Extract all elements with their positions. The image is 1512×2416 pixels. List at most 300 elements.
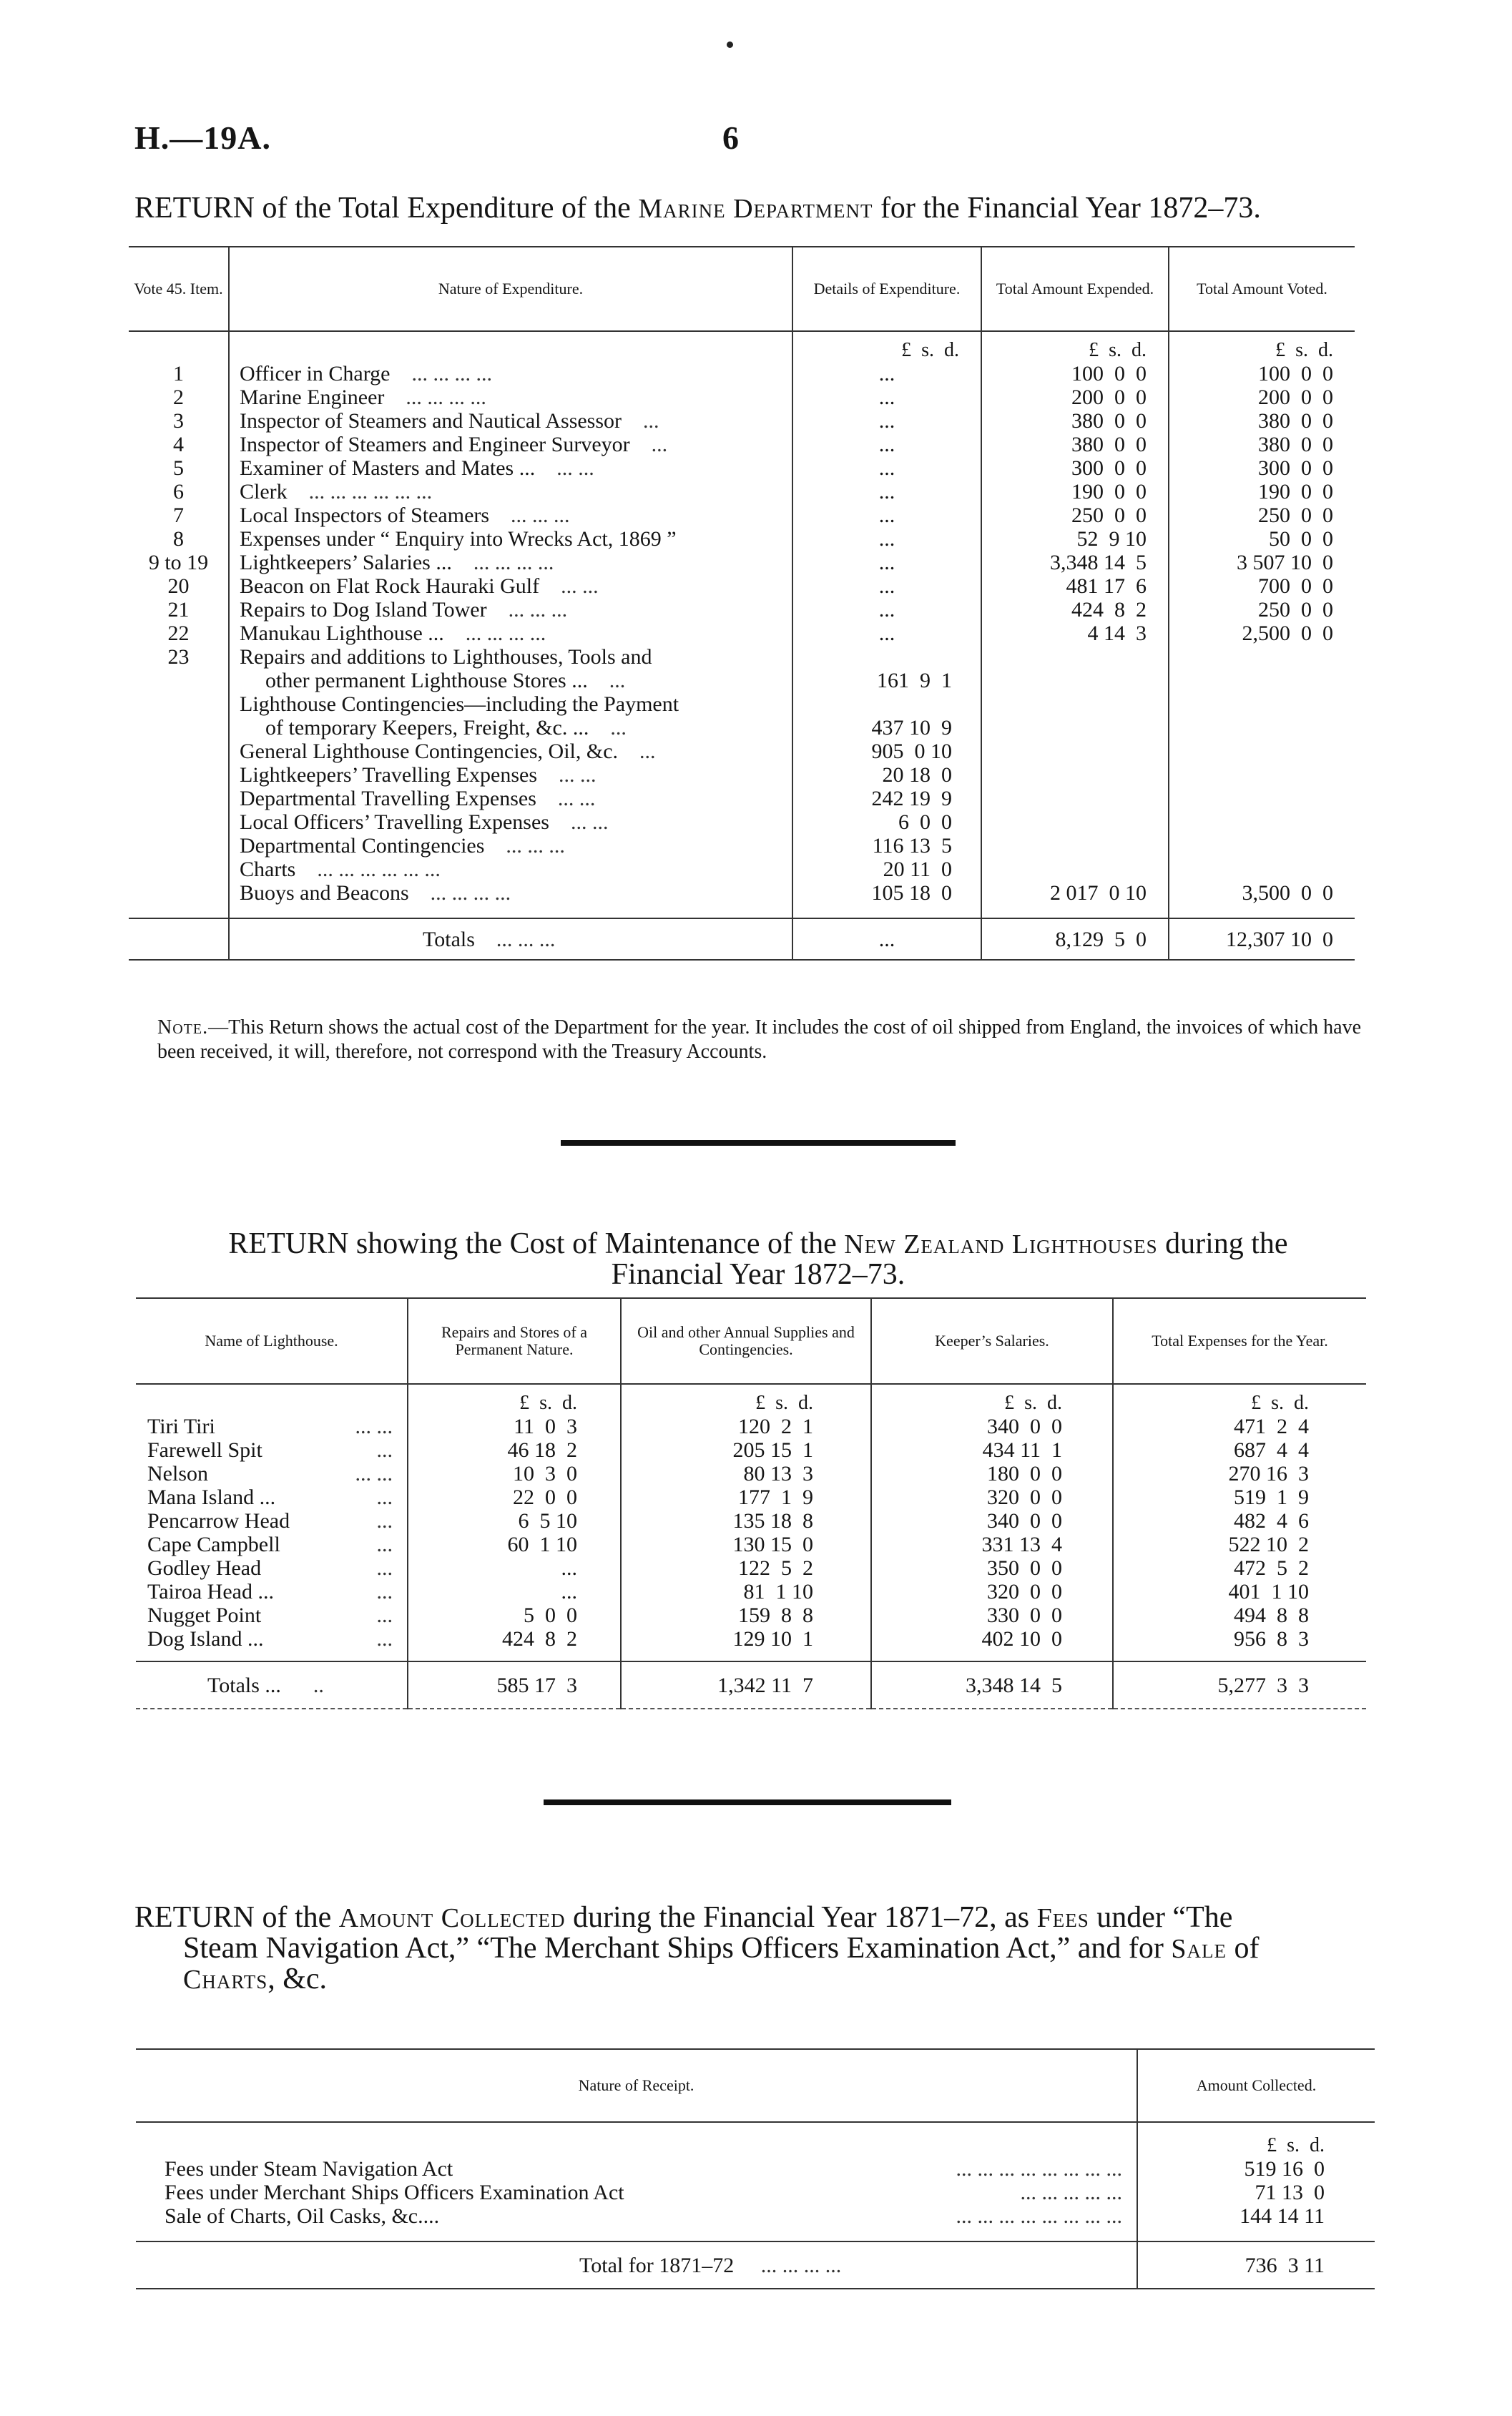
totals-label: Total for 1871–72 xyxy=(579,2253,735,2277)
details-value: 161 9 1 xyxy=(792,669,981,692)
totals-amount: 736 3 11 xyxy=(1137,2241,1375,2289)
total-value: 956 8 3 xyxy=(1113,1627,1366,1661)
table-row xyxy=(129,669,1355,692)
details-value: 6 0 0 xyxy=(792,810,981,834)
voted-value: 300 0 0 xyxy=(1169,456,1355,480)
oil-value: 122 5 2 xyxy=(621,1556,871,1580)
leader-dots: ... ... xyxy=(355,1415,393,1438)
table-row xyxy=(136,1580,1366,1604)
table-row xyxy=(129,810,1355,834)
table-row xyxy=(129,409,1355,433)
leader-dots: ... ... xyxy=(559,763,597,787)
amount-value: 519 16 0 xyxy=(1137,2157,1375,2181)
lighthouse-name: Mana Island ... xyxy=(147,1486,276,1509)
expended-value: 424 8 2 xyxy=(981,598,1169,622)
totals-label: Totals xyxy=(423,927,475,951)
nature-cell xyxy=(229,574,792,598)
voted-value: 250 0 0 xyxy=(1169,598,1355,622)
col-header-expended: Total Amount Expended. xyxy=(981,247,1169,331)
leader-dots: ... ... ... ... xyxy=(411,362,492,386)
leader-dots: ... ... ... xyxy=(508,598,568,622)
item-number: 20 xyxy=(167,574,190,598)
receipt-name: Sale of Charts, Oil Casks, &c.... xyxy=(165,2204,440,2228)
units-row xyxy=(136,2122,1375,2157)
nature-cell xyxy=(229,409,792,433)
table-row xyxy=(136,1627,1366,1661)
units-label: £ s. d. xyxy=(1137,2122,1375,2157)
expenditure-name: Charts xyxy=(240,858,296,881)
nature-cell xyxy=(229,669,792,692)
totals-row xyxy=(129,918,1355,960)
expended-value: 481 17 6 xyxy=(981,574,1169,598)
receipt-name: Fees under Steam Navigation Act xyxy=(165,2157,453,2181)
voted-value: 380 0 0 xyxy=(1169,409,1355,433)
expended-value xyxy=(981,645,1169,669)
expenditure-name: Departmental Travelling Expenses xyxy=(240,787,536,810)
salaries-value: 330 0 0 xyxy=(871,1604,1113,1627)
details-value: ... xyxy=(792,574,981,598)
col-header-amount: Amount Collected. xyxy=(1137,2049,1375,2122)
leader-dots: ... xyxy=(376,1438,393,1462)
item-number: 21 xyxy=(167,598,190,622)
table-row xyxy=(129,551,1355,574)
expenditure-name: Inspector of Steamers and Engineer Surveyor xyxy=(240,433,630,456)
leader-dots: ... ... ... ... xyxy=(465,622,546,645)
expenditure-name: Manukau Lighthouse ... xyxy=(240,622,444,645)
totals-repairs: 585 17 3 xyxy=(408,1661,621,1709)
item-number xyxy=(129,669,229,692)
expenditure-name: Marine Engineer xyxy=(240,386,385,409)
item-number: 3 xyxy=(173,409,184,433)
total-value: 401 1 10 xyxy=(1113,1580,1366,1604)
item-number: 1 xyxy=(173,362,184,386)
table2-header-row xyxy=(136,1298,1366,1384)
leader-dots: ... ... ... ... ... ... xyxy=(317,858,441,881)
voted-value: 200 0 0 xyxy=(1169,386,1355,409)
details-value: ... xyxy=(792,480,981,504)
expended-value xyxy=(981,692,1169,716)
col-header-repairs: Repairs and Stores of a Permanent Nature. xyxy=(408,1298,621,1384)
item-number: 7 xyxy=(173,504,184,527)
leader-dots: ... ... ... ... xyxy=(473,551,554,574)
expenditure-name: Lightkeepers’ Travelling Expenses xyxy=(240,763,538,787)
leader-dots: ... ... ... xyxy=(511,504,570,527)
item-number: 22 xyxy=(167,622,190,645)
table-row xyxy=(136,1604,1366,1627)
repairs-value: 10 3 0 xyxy=(408,1462,621,1486)
totals-total: 5,277 3 3 xyxy=(1113,1661,1366,1709)
units-label: £ s. d. xyxy=(408,1384,621,1415)
expended-value xyxy=(981,787,1169,810)
lighthouse-name: Nelson xyxy=(147,1462,208,1486)
expenditure-name: of temporary Keepers, Freight, &c. ... xyxy=(265,716,589,740)
col-header-item: Vote 45. Item. xyxy=(129,247,229,331)
leader-dots: ... ... ... ... ... ... ... ... xyxy=(956,2204,1122,2228)
details-value: ... xyxy=(792,456,981,480)
salaries-value: 340 0 0 xyxy=(871,1509,1113,1533)
expended-value: 3,348 14 5 xyxy=(981,551,1169,574)
nature-cell xyxy=(229,692,792,716)
units-label: £ s. d. xyxy=(1169,331,1355,362)
repairs-value: ... xyxy=(408,1556,621,1580)
col-header-lighthouse: Name of Lighthouse. xyxy=(136,1298,408,1384)
table3-title: RETURN of the Amount Collected during the Financial Year 1871–72, as Fees under “The Steam Navigation Act,” “The Merchant Ships Officers Examination Act,” and for Sale of Charts, &c. xyxy=(134,1901,1260,1995)
leader-dots: ... ... ... ... xyxy=(406,386,486,409)
table-row xyxy=(136,1415,1366,1438)
table-row xyxy=(136,1509,1366,1533)
table-row xyxy=(136,2204,1375,2241)
table2-title: RETURN showing the Cost of Maintenance of the New Zealand Lighthouses during the Financial Year 1872–73. xyxy=(228,1227,1288,1291)
expended-value: 200 0 0 xyxy=(981,386,1169,409)
table-row xyxy=(136,2157,1375,2181)
expenditure-table xyxy=(129,246,1355,961)
divider-rule xyxy=(561,1140,956,1146)
voted-value xyxy=(1169,692,1355,716)
lighthouse-cell xyxy=(136,1604,408,1627)
total-value: 471 2 4 xyxy=(1113,1415,1366,1438)
nature-cell xyxy=(229,881,792,918)
details-value: ... xyxy=(792,527,981,551)
table-row xyxy=(129,480,1355,504)
table1-header-row xyxy=(129,247,1355,331)
voted-value: 190 0 0 xyxy=(1169,480,1355,504)
leader-dots: ... xyxy=(651,433,668,456)
details-value xyxy=(792,692,981,716)
table-row xyxy=(129,740,1355,763)
nature-cell xyxy=(229,858,792,881)
lighthouse-cell xyxy=(136,1415,408,1438)
expended-value: 100 0 0 xyxy=(981,362,1169,386)
document-code: H.—19A. xyxy=(134,119,271,156)
voted-value xyxy=(1169,740,1355,763)
table-row xyxy=(136,1486,1366,1509)
table-row xyxy=(129,881,1355,918)
nature-cell xyxy=(229,362,792,386)
col-header-salaries: Keeper’s Salaries. xyxy=(871,1298,1113,1384)
item-number xyxy=(129,692,229,716)
lighthouse-cell xyxy=(136,1486,408,1509)
expended-value: 250 0 0 xyxy=(981,504,1169,527)
total-value: 482 4 6 xyxy=(1113,1509,1366,1533)
expended-value: 4 14 3 xyxy=(981,622,1169,645)
expenditure-name: General Lighthouse Contingencies, Oil, &c. xyxy=(240,740,619,763)
nature-cell xyxy=(229,456,792,480)
table-row xyxy=(136,1438,1366,1462)
receipt-cell xyxy=(136,2181,1137,2204)
leader-dots: ... ... xyxy=(561,574,599,598)
table-row xyxy=(129,504,1355,527)
salaries-value: 340 0 0 xyxy=(871,1415,1113,1438)
leader-dots: ... xyxy=(376,1627,393,1651)
leader-dots: ... xyxy=(376,1580,393,1604)
voted-value: 250 0 0 xyxy=(1169,504,1355,527)
nature-cell xyxy=(229,598,792,622)
divider-rule xyxy=(544,1799,951,1805)
fees-collected-table xyxy=(136,2048,1375,2289)
item-number: 5 xyxy=(173,456,184,480)
table3-header-row xyxy=(136,2049,1375,2122)
oil-value: 135 18 8 xyxy=(621,1509,871,1533)
leader-dots: ... ... ... ... xyxy=(760,2253,842,2277)
nature-cell xyxy=(229,645,792,669)
expenditure-name: Lightkeepers’ Salaries ... xyxy=(240,551,452,574)
expended-value xyxy=(981,858,1169,881)
nature-cell xyxy=(229,740,792,763)
item-number xyxy=(129,810,229,834)
units-label: £ s. d. xyxy=(1113,1384,1366,1415)
nature-cell xyxy=(229,763,792,787)
leader-dots: ... ... ... ... ... ... ... ... xyxy=(956,2157,1122,2181)
lighthouse-name: Godley Head xyxy=(147,1556,262,1580)
expended-value xyxy=(981,763,1169,787)
totals-oil: 1,342 11 7 xyxy=(621,1661,871,1709)
leader-dots: ... xyxy=(609,669,626,692)
table-row xyxy=(129,787,1355,810)
leader-dots: ... ... xyxy=(355,1462,393,1486)
total-value: 519 1 9 xyxy=(1113,1486,1366,1509)
page-number: 6 xyxy=(722,119,739,156)
item-number xyxy=(129,834,229,858)
details-value: ... xyxy=(792,409,981,433)
leader-dots: .. xyxy=(313,1673,324,1697)
leader-dots: ... ... ... xyxy=(496,927,556,951)
nature-cell xyxy=(229,551,792,574)
col-header-nature: Nature of Expenditure. xyxy=(229,247,792,331)
repairs-value: 60 1 10 xyxy=(408,1533,621,1556)
item-number xyxy=(129,858,229,881)
oil-value: 205 15 1 xyxy=(621,1438,871,1462)
item-number: 6 xyxy=(173,480,184,504)
total-value: 494 8 8 xyxy=(1113,1604,1366,1627)
lighthouse-name: Pencarrow Head xyxy=(147,1509,290,1533)
expenditure-name: Officer in Charge xyxy=(240,362,391,386)
nature-cell xyxy=(229,810,792,834)
repairs-value: 11 0 3 xyxy=(408,1415,621,1438)
expenditure-name: Departmental Contingencies xyxy=(240,834,485,858)
table-row xyxy=(129,763,1355,787)
lighthouse-name: Cape Campbell xyxy=(147,1533,280,1556)
leader-dots: ... xyxy=(643,409,659,433)
amount-value: 71 13 0 xyxy=(1137,2181,1375,2204)
table-row xyxy=(136,2181,1375,2204)
col-header-total: Total Expenses for the Year. xyxy=(1113,1298,1366,1384)
units-label: £ s. d. xyxy=(981,331,1169,362)
repairs-value: 6 5 10 xyxy=(408,1509,621,1533)
total-value: 472 5 2 xyxy=(1113,1556,1366,1580)
lighthouse-cell xyxy=(136,1533,408,1556)
voted-value xyxy=(1169,763,1355,787)
details-value: 437 10 9 xyxy=(792,716,981,740)
details-value: 105 18 0 xyxy=(792,881,981,918)
lighthouse-cell xyxy=(136,1438,408,1462)
table-row xyxy=(129,692,1355,716)
expended-value xyxy=(981,716,1169,740)
oil-value: 130 15 0 xyxy=(621,1533,871,1556)
leader-dots: ... xyxy=(376,1533,393,1556)
table-row xyxy=(129,386,1355,409)
expended-value: 380 0 0 xyxy=(981,433,1169,456)
units-row xyxy=(136,1384,1366,1415)
expenditure-name: Lighthouse Contingencies—including the Payment xyxy=(240,692,679,716)
receipt-cell xyxy=(136,2157,1137,2181)
nature-cell xyxy=(229,622,792,645)
expended-value: 52 9 10 xyxy=(981,527,1169,551)
leader-dots: ... xyxy=(376,1604,393,1627)
expenditure-name: Buoys and Beacons xyxy=(240,881,409,905)
expended-value xyxy=(981,740,1169,763)
totals-row xyxy=(136,2241,1375,2289)
oil-value: 159 8 8 xyxy=(621,1604,871,1627)
details-value: 20 18 0 xyxy=(792,763,981,787)
nature-cell xyxy=(229,787,792,810)
expenditure-name: Clerk xyxy=(240,480,288,504)
expenditure-name: Local Officers’ Travelling Expenses xyxy=(240,810,549,834)
table1-note: Note.—This Return shows the actual cost of the Department for the year. It includes the cost of oil shipped from England, the invoices of which have been received, it will, therefore, not correspond with the Treasury Accounts. xyxy=(157,1016,1362,1063)
item-number xyxy=(129,763,229,787)
expended-value: 190 0 0 xyxy=(981,480,1169,504)
lighthouse-name: Nugget Point xyxy=(147,1604,262,1627)
table-row xyxy=(136,1462,1366,1486)
lighthouse-cell xyxy=(136,1509,408,1533)
units-label: £ s. d. xyxy=(621,1384,871,1415)
table-row xyxy=(129,622,1355,645)
lighthouse-cell xyxy=(136,1627,408,1661)
item-number xyxy=(129,716,229,740)
leader-dots: ... ... xyxy=(556,456,594,480)
oil-value: 129 10 1 xyxy=(621,1627,871,1661)
leader-dots: ... xyxy=(376,1556,393,1580)
col-header-voted: Total Amount Voted. xyxy=(1169,247,1355,331)
voted-value: 380 0 0 xyxy=(1169,433,1355,456)
expenditure-name: Local Inspectors of Steamers xyxy=(240,504,490,527)
leader-dots: ... ... ... ... ... xyxy=(1020,2181,1122,2204)
receipt-cell xyxy=(136,2204,1137,2241)
details-value: 242 19 9 xyxy=(792,787,981,810)
details-value: ... xyxy=(792,504,981,527)
salaries-value: 434 11 1 xyxy=(871,1438,1113,1462)
item-number xyxy=(129,881,229,918)
table-row xyxy=(129,433,1355,456)
table-row xyxy=(129,362,1355,386)
repairs-value: 424 8 2 xyxy=(408,1627,621,1661)
voted-value: 100 0 0 xyxy=(1169,362,1355,386)
units-label: £ s. d. xyxy=(792,331,981,362)
receipt-name: Fees under Merchant Ships Officers Examination Act xyxy=(165,2181,624,2204)
expenditure-name: Repairs and additions to Lighthouses, Tools and xyxy=(240,645,652,669)
voted-value xyxy=(1169,858,1355,881)
salaries-value: 320 0 0 xyxy=(871,1580,1113,1604)
table-row xyxy=(129,858,1355,881)
oil-value: 80 13 3 xyxy=(621,1462,871,1486)
nature-cell xyxy=(229,716,792,740)
expended-value: 2 017 0 10 xyxy=(981,881,1169,918)
total-value: 270 16 3 xyxy=(1113,1462,1366,1486)
total-value: 687 4 4 xyxy=(1113,1438,1366,1462)
totals-label: Totals ... xyxy=(207,1673,281,1697)
totals-voted: 12,307 10 0 xyxy=(1169,918,1355,960)
item-number: 23 xyxy=(167,645,190,669)
voted-value xyxy=(1169,716,1355,740)
totals-row xyxy=(136,1661,1366,1709)
leader-dots: ... ... xyxy=(557,787,596,810)
leader-dots: ... ... ... ... xyxy=(430,881,511,905)
item-number: 9 to 19 xyxy=(148,551,209,574)
table-row xyxy=(129,645,1355,669)
oil-value: 120 2 1 xyxy=(621,1415,871,1438)
table-row xyxy=(129,834,1355,858)
table-row xyxy=(129,527,1355,551)
lighthouse-name: Tairoa Head ... xyxy=(147,1580,274,1604)
lighthouse-cell xyxy=(136,1580,408,1604)
lighthouse-name: Tiri Tiri xyxy=(147,1415,215,1438)
item-number: 8 xyxy=(173,527,184,551)
oil-value: 81 1 10 xyxy=(621,1580,871,1604)
leader-dots: ... ... xyxy=(570,810,609,834)
printer-dot xyxy=(727,41,733,48)
details-value xyxy=(792,645,981,669)
voted-value xyxy=(1169,787,1355,810)
expenditure-name: Repairs to Dog Island Tower xyxy=(240,598,487,622)
table-row xyxy=(129,456,1355,480)
nature-cell xyxy=(229,480,792,504)
units-label: £ s. d. xyxy=(871,1384,1113,1415)
oil-value: 177 1 9 xyxy=(621,1486,871,1509)
table-row xyxy=(136,1533,1366,1556)
voted-value: 700 0 0 xyxy=(1169,574,1355,598)
nature-cell xyxy=(229,504,792,527)
item-number: 4 xyxy=(173,433,184,456)
totals-expended: 8,129 5 0 xyxy=(981,918,1169,960)
expenditure-name: Expenses under “ Enquiry into Wrecks Act, 1869 ” xyxy=(240,527,677,551)
col-header-oil: Oil and other Annual Supplies and Contingencies. xyxy=(621,1298,871,1384)
voted-value xyxy=(1169,645,1355,669)
leader-dots: ... xyxy=(639,740,656,763)
repairs-value: 46 18 2 xyxy=(408,1438,621,1462)
expended-value: 300 0 0 xyxy=(981,456,1169,480)
lighthouse-cell xyxy=(136,1462,408,1486)
col-header-details: Details of Expenditure. xyxy=(792,247,981,331)
table-row xyxy=(129,598,1355,622)
expended-value xyxy=(981,810,1169,834)
voted-value: 3,500 0 0 xyxy=(1169,881,1355,918)
table-row xyxy=(136,1556,1366,1580)
leader-dots: ... xyxy=(610,716,627,740)
nature-cell xyxy=(229,834,792,858)
voted-value: 2,500 0 0 xyxy=(1169,622,1355,645)
leader-dots: ... ... ... xyxy=(506,834,565,858)
lighthouse-name: Dog Island ... xyxy=(147,1627,264,1651)
nature-cell xyxy=(229,386,792,409)
details-value: ... xyxy=(792,598,981,622)
expenditure-name: Inspector of Steamers and Nautical Assessor xyxy=(240,409,622,433)
salaries-value: 180 0 0 xyxy=(871,1462,1113,1486)
salaries-value: 402 10 0 xyxy=(871,1627,1113,1661)
expenditure-name: Examiner of Masters and Mates ... xyxy=(240,456,536,480)
expended-value xyxy=(981,834,1169,858)
repairs-value: 5 0 0 xyxy=(408,1604,621,1627)
item-number xyxy=(129,740,229,763)
totals-salaries: 3,348 14 5 xyxy=(871,1661,1113,1709)
amount-value: 144 14 11 xyxy=(1137,2204,1375,2241)
salaries-value: 350 0 0 xyxy=(871,1556,1113,1580)
leader-dots: ... xyxy=(376,1509,393,1533)
nature-cell xyxy=(229,527,792,551)
expenditure-name: Beacon on Flat Rock Hauraki Gulf xyxy=(240,574,540,598)
voted-value xyxy=(1169,834,1355,858)
nature-cell xyxy=(229,433,792,456)
lighthouse-cost-table xyxy=(136,1297,1366,1709)
expenditure-name: other permanent Lighthouse Stores ... xyxy=(265,669,588,692)
